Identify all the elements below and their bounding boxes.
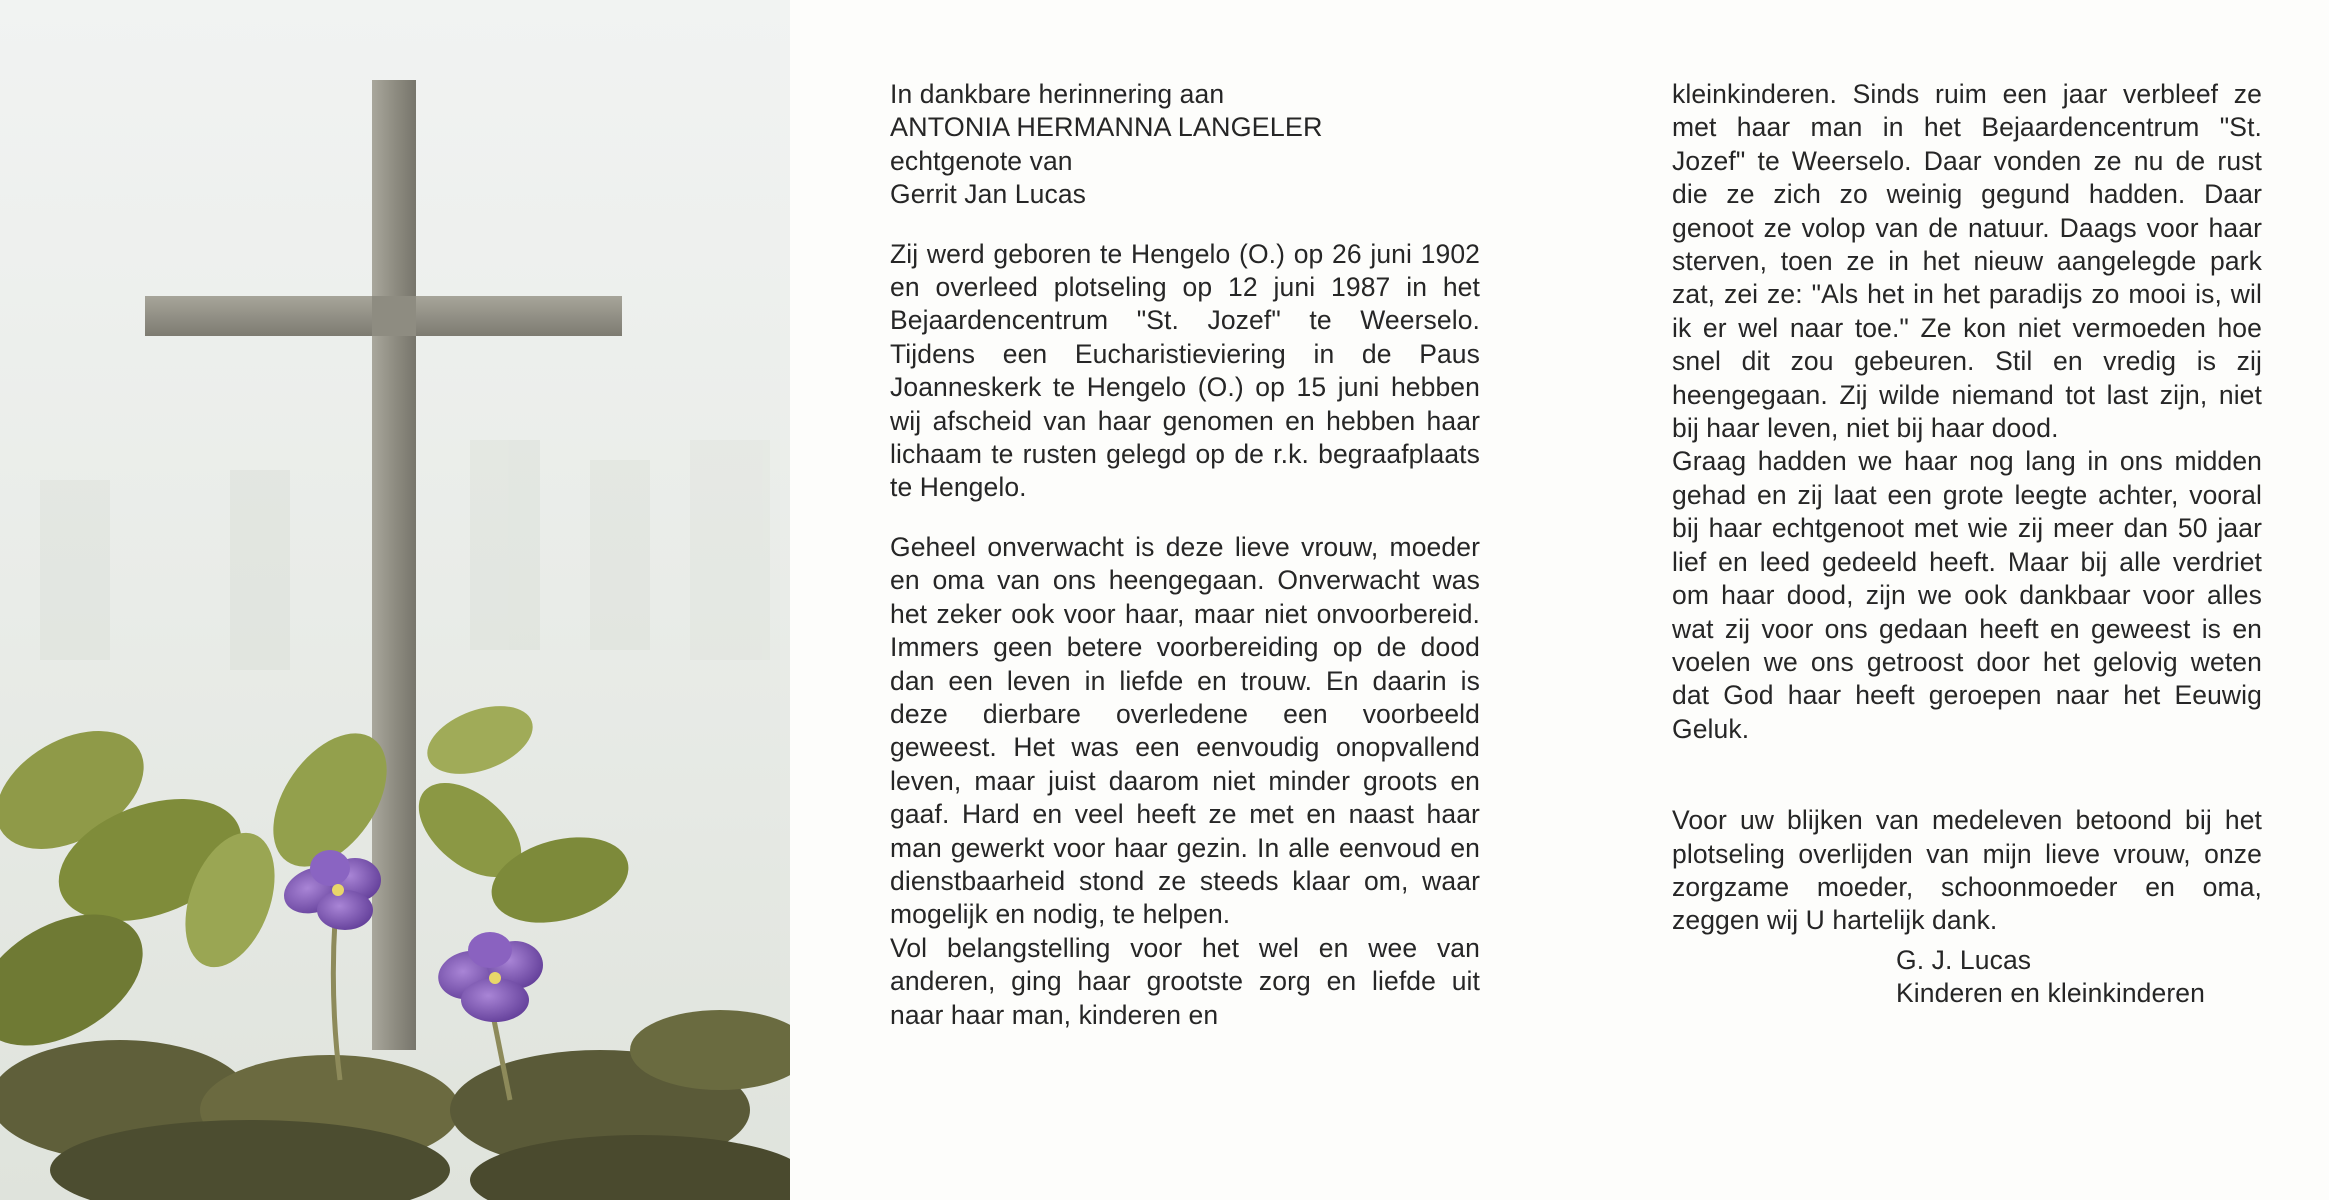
left-text-column: [890, 78, 1480, 1032]
spouse-label: echtgenote van: [890, 145, 1073, 176]
right-text-column: [1672, 78, 2262, 1011]
tribute-paragraph-continued: Vol belangstelling voor het wel en wee van anderen, ging haar grootste zorg en liefde uit naar haar man, kinderen en: [890, 932, 1480, 1030]
signature-block: [1672, 944, 2262, 1011]
intro-line: In dankbare herinnering aan: [890, 79, 1225, 109]
memorial-photo: [0, 0, 790, 1200]
tribute-paragraph: Geheel onverwacht is deze lieve vrouw, moeder en oma van ons heengegaan. Onverwacht was het zeker ook voor haar, maar niet onvoorbereid. Immers geen betere voorbereiding op de dood dan een leven in liefde en trouw. En daarin is deze dierbare overledene een voorbeeld geweest. Het was een eenvoudig onopvallend leven, maar juist daarom niet minder groots en gaaf. Hard en veel heeft ze met en naast haar man gewerkt voor haar gezin. In alle eenvoud en dienstbaarheid stond ze steeds klaar om, waar mogelijk en nodig, te helpen.: [890, 531, 1480, 930]
deceased-name: ANTONIA HERMANNA LANGELER: [890, 112, 1323, 143]
biography-paragraph: Zij werd geboren te Hengelo (O.) op 26 juni 1902 en overleed plotseling op 12 juni 1987 in het Bejaardencentrum "St. Jozef" te Weerselo. Tijdens een Eucharistieviering in de Paus Joanneskerk te Hengelo (O.) op 15 juni hebben wij afscheid van haar genomen en hebben haar lichaam te rusten gelegd op de r.k. begraafplaats te Hengelo.: [890, 238, 1480, 503]
cross-with-violets-photo: [0, 0, 790, 1200]
spouse-name: Gerrit Jan Lucas: [890, 179, 1087, 210]
signature-family: Kinderen en kleinkinderen: [1896, 978, 2205, 1009]
signature-name: G. J. Lucas: [1896, 944, 2032, 975]
tribute-paragraph-end: kleinkinderen. Sinds ruim een jaar verbleef ze met haar man in het Bejaardencentrum "St. Jozef" te Weerselo. Daar vonden ze nu de rust die ze zich zo weinig gegund hadden. Daar genoot ze volop van de natuur. Daags voor haar sterven, toen ze in het nieuw aangelegde park zat, zei ze: "Als het in het paradijs zo mooi is, wil ik er wel naar toe." Ze kon niet vermoeden hoe snel dit zou gebeuren. Stil en vredig is zij heengegaan. Zij wilde niemand tot last zijn, niet bij haar leven, niet bij haar dood.: [1672, 79, 2262, 444]
remembrance-paragraph: Graag hadden we haar nog lang in ons midden gehad en zij laat een grote leegte achter, vooral bij haar echtgenoot met wie zij meer dan 50 jaar lief en leed gedeeld heeft. Maar bij alle verdriet om haar dood, zijn we ook dankbaar voor alles wat zij voor ons gedaan heeft en geweest is en voelen we ons getroost door het gelovig weten dat God haar heeft geroepen naar het Eeuwig Geluk.: [1672, 446, 2262, 744]
thanks-paragraph: Voor uw blijken van medeleven betoond bij het plotseling overlijden van mijn lieve vrouw, onze zorgzame moeder, schoonmoeder en oma, zeggen wij U hartelijk dank.: [1672, 805, 2262, 936]
